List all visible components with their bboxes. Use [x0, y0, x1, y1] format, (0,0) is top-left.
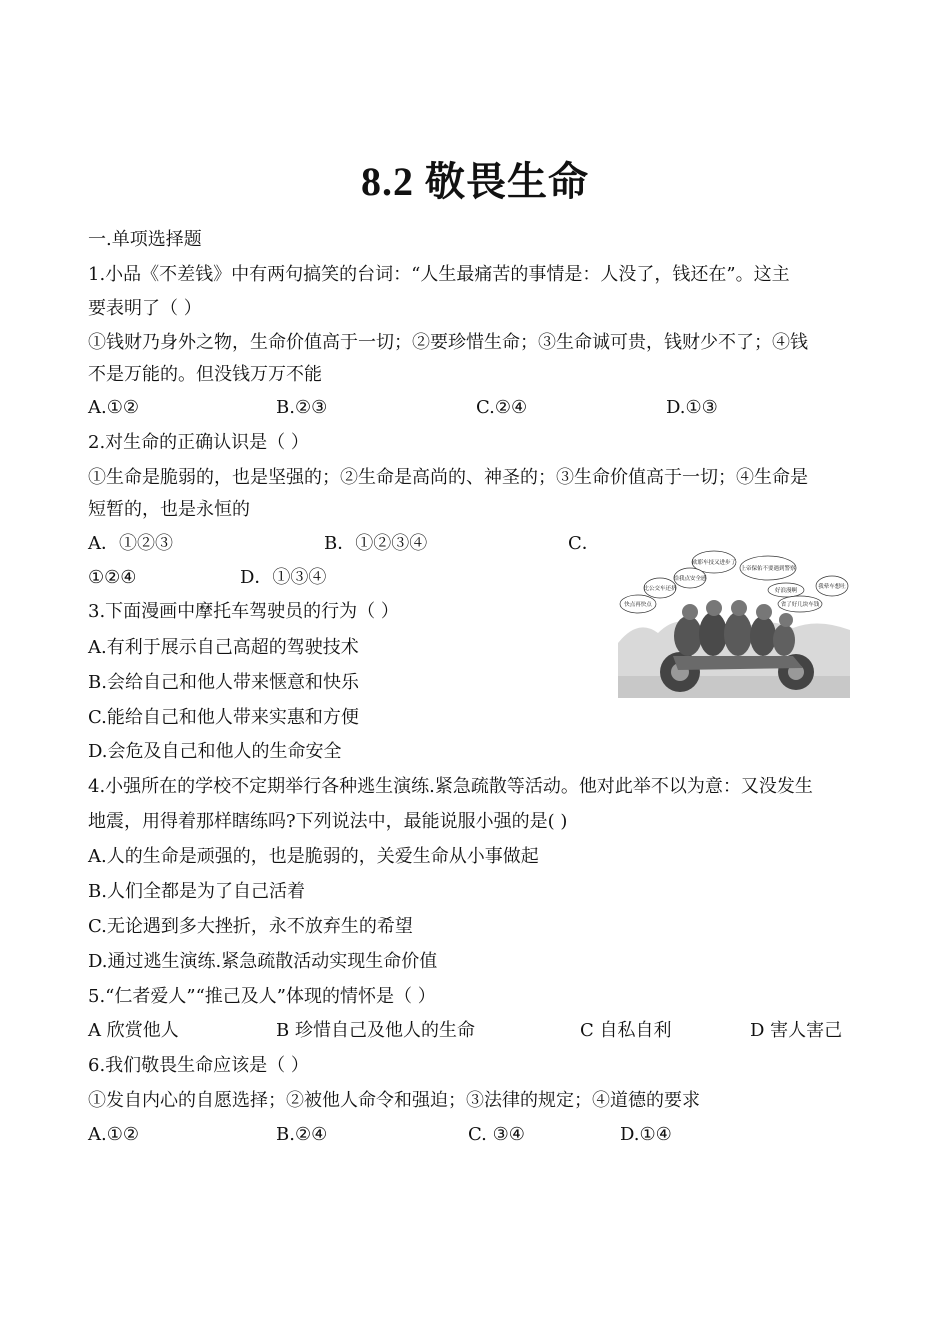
q6-option-b: B.②④	[276, 1124, 328, 1145]
q3-option-a: A.有利于展示自己高超的驾驶技术	[88, 637, 359, 658]
q1-items-line1: ①钱财乃身外之物，生命价值高于一切；②要珍惜生命；③生命诚可贵，钱财少不了；④钱	[88, 332, 808, 353]
q3-stem: 3.下面漫画中摩托车驾驶员的行为（ ）	[88, 601, 399, 622]
q4-option-d: D.通过逃生演练.紧急疏散活动实现生命价值	[88, 951, 438, 972]
q4-stem-line2: 地震，用得着那样瞎练吗?下列说法中，最能说服小强的是( )	[88, 811, 568, 832]
q6-option-a: A.①②	[88, 1124, 139, 1145]
q3-option-b: B.会给自己和他人带来惬意和快乐	[88, 672, 359, 693]
motorcycle-cartoon	[618, 548, 850, 698]
motorcycle-body	[673, 656, 803, 670]
q1-items-line2: 不是万能的。但没钱万万不能	[88, 364, 322, 385]
q2-option-b: B．①②③④	[324, 533, 428, 554]
bubble-text: 欧耶车技又进步了	[691, 560, 737, 566]
q1-option-b: B.②③	[276, 397, 328, 418]
q3-option-d: D.会危及自己和他人的生命安全	[88, 741, 342, 762]
q2-option-d: D．①③④	[240, 567, 327, 588]
bubble-text: 给我点安全感	[673, 576, 707, 582]
q1-option-c: C.②④	[476, 397, 528, 418]
q1-stem-line2: 要表明了（ ）	[88, 298, 202, 319]
q4-stem-line1: 4.小强所在的学校不定期举行各种逃生演练.紧急疏散等活动。他对此举不以为意：又没发生	[88, 776, 813, 797]
q5-option-a: A 欣赏他人	[88, 1020, 179, 1041]
q2-option-c: C．	[568, 533, 600, 554]
q3-option-c: C.能给自己和他人带来实惠和方便	[88, 707, 359, 728]
bubble-text: 好浪漫啊	[774, 588, 798, 594]
bubble-text: 我晕车想吐	[818, 584, 846, 590]
q5-stem: 5.“仁者爱人”“推己及人”体现的情怀是（ ）	[88, 986, 436, 1007]
q1-option-a: A.①②	[88, 397, 139, 418]
q2-stem: 2.对生命的正确认识是（ ）	[88, 432, 309, 453]
bubble-text: 比公交车还挤	[643, 586, 677, 592]
bubble-text: 省了好几块车钱	[780, 602, 820, 608]
page-title: 8.2 敬畏生命	[361, 159, 589, 204]
q5-option-d: D 害人害己	[750, 1020, 843, 1041]
q5-option-b: B 珍惜自己及他人的生命	[276, 1020, 475, 1041]
bubble-text: 上帝保佑不要遇到警察	[740, 566, 796, 572]
bubble-text: 快点再快点	[624, 602, 652, 608]
q1-stem-line1: 1.小品《不差钱》中有两句搞笑的台词：“人生最痛苦的事情是：人没了，钱还在”。这主	[88, 264, 790, 285]
q2-option-c-value: ①②④	[88, 567, 137, 588]
q1-option-d: D.①③	[666, 397, 718, 418]
q4-option-b: B.人们全都是为了自己活着	[88, 881, 305, 902]
q5-option-c: C 自私自利	[580, 1020, 672, 1041]
q2-option-a: A．①②③	[88, 533, 173, 554]
q4-option-c: C.无论遇到多大挫折，永不放弃生的希望	[88, 916, 413, 937]
q6-stem: 6.我们敬畏生命应该是（ ）	[88, 1055, 309, 1076]
q6-option-c: C. ③④	[468, 1124, 525, 1145]
q6-option-d: D.①④	[620, 1124, 672, 1145]
road	[618, 676, 850, 698]
q2-items-line1: ①生命是脆弱的，也是坚强的；②生命是高尚的、神圣的；③生命价值高于一切；④生命是	[88, 467, 808, 488]
section-heading: 一.单项选择题	[88, 229, 202, 250]
q4-option-a: A.人的生命是顽强的，也是脆弱的，关爱生命从小事做起	[88, 846, 539, 867]
q6-items: ①发自内心的自愿选择；②被他人命令和强迫；③法律的规定；④道德的要求	[88, 1090, 700, 1111]
q2-items-line2: 短暂的，也是永恒的	[88, 499, 250, 520]
